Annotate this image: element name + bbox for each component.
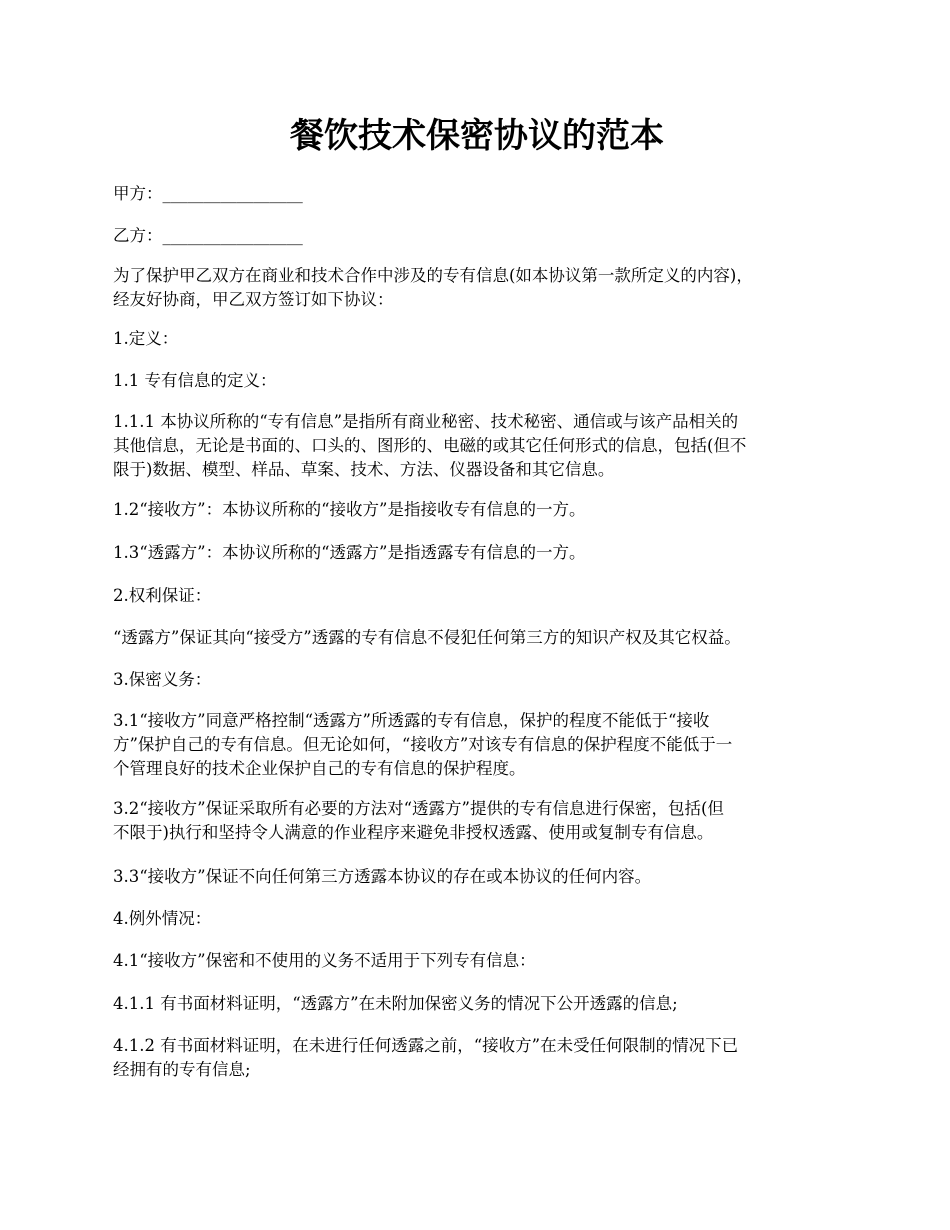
paragraph-line: 3.2“接收方”保证采取所有必要的方法对“透露方”提供的专有信息进行保密，包括(但 xyxy=(113,799,724,818)
section-1-2-paragraph: 1.2“接收方”：本协议所称的“接收方”是指接收专有信息的一方。 xyxy=(113,500,586,519)
paragraph-line: 经拥有的专有信息; xyxy=(113,1060,251,1079)
section-2-body: “透露方”保证其向“接受方”透露的专有信息不侵犯任何第三方的知识产权及其它权益。 xyxy=(113,628,741,647)
party-a-field: 甲方：_________________ xyxy=(113,184,303,203)
section-4-1-1-paragraph: 4.1.1 有书面材料证明，“透露方”在未附加保密义务的情况下公开透露的信息; xyxy=(113,994,678,1013)
section-2-heading: 2.权利保证： xyxy=(113,586,212,605)
paragraph-line: 个管理良好的技术企业保护自己的专有信息的保护程度。 xyxy=(113,759,526,778)
party-b-field: 乙方：_________________ xyxy=(113,226,303,245)
paragraph-line: 其他信息，无论是书面的、口头的、图形的、电磁的或其它任何形式的信息，包括(但不 xyxy=(113,436,747,455)
document-title: 餐饮技术保密协议的范本 xyxy=(290,116,664,156)
section-3-1-paragraph xyxy=(113,709,841,781)
section-3-2-paragraph xyxy=(113,797,841,845)
section-3-heading: 3.保密义务： xyxy=(113,670,212,689)
section-1-1-1-paragraph xyxy=(113,410,841,482)
intro-line: 经友好协商，甲乙双方签订如下协议： xyxy=(113,290,394,309)
section-1-3-paragraph: 1.3“透露方”：本协议所称的“透露方”是指透露专有信息的一方。 xyxy=(113,543,586,562)
paragraph-line: 3.1“接收方”同意严格控制“透露方”所透露的专有信息，保护的程度不能低于“接收 xyxy=(113,711,710,730)
section-1-heading: 1.定义： xyxy=(113,329,179,348)
paragraph-line: 1.1.1 本协议所称的“专有信息”是指所有商业秘密、技术秘密、通信或与该产品相关的 xyxy=(113,412,739,431)
section-3-3-paragraph: 3.3“接收方”保证不向任何第三方透露本协议的存在或本协议的任何内容。 xyxy=(113,867,652,886)
section-4-1-2-paragraph xyxy=(113,1034,841,1082)
section-1-1-heading: 1.1 专有信息的定义： xyxy=(113,371,277,390)
paragraph-line: 4.1.2 有书面材料证明，在未进行任何透露之前，“接收方”在未受任何限制的情况下已 xyxy=(113,1036,739,1055)
paragraph-line: 限于)数据、模型、样品、草案、技术、方法、仪器设备和其它信息。 xyxy=(113,460,615,479)
paragraph-line: 不限于)执行和坚持令人满意的作业程序来避免非授权透露、使用或复制专有信息。 xyxy=(113,823,714,842)
section-4-1-paragraph: 4.1“接收方”保密和不使用的义务不适用于下列专有信息： xyxy=(113,951,536,970)
paragraph-line: 方”保护自己的专有信息。但无论如何，“接收方”对该专有信息的保护程度不能低于一 xyxy=(113,735,733,754)
intro-line: 为了保护甲乙双方在商业和技术合作中涉及的专有信息(如本协议第一款所定义的内容)， xyxy=(113,266,753,285)
intro-paragraph xyxy=(113,264,841,312)
section-4-heading: 4.例外情况： xyxy=(113,909,212,928)
